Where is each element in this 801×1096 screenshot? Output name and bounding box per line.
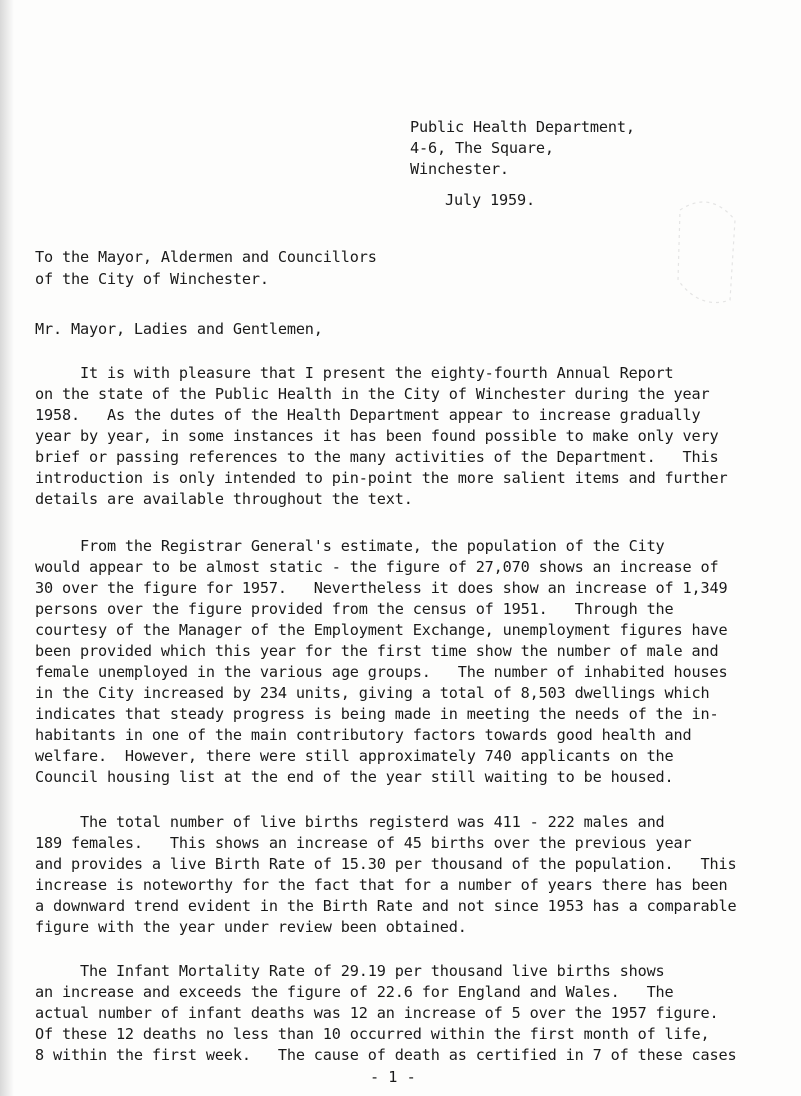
text-line: The Infant Mortality Rate of 29.19 per thousand live births shows bbox=[35, 962, 665, 980]
text-line: Council housing list at the end of the year still waiting to be housed. bbox=[35, 768, 674, 786]
text-line: introduction is only intended to pin-point the more salient items and further bbox=[35, 469, 728, 487]
text-line: year by year, in some instances it has been found possible to make only very bbox=[35, 427, 719, 445]
text-line: It is with pleasure that I present the eighty-fourth Annual Report bbox=[35, 364, 674, 382]
recipient-line: To the Mayor, Aldermen and Councillors bbox=[35, 248, 377, 266]
text-line: From the Registrar General's estimate, the population of the City bbox=[35, 537, 665, 555]
recipient-line: of the City of Winchester. bbox=[35, 270, 269, 288]
text-line: persons over the figure provided from the census of 1951. Through the bbox=[35, 600, 674, 618]
text-line: female unemployed in the various age groups. The number of inhabited houses bbox=[35, 663, 728, 681]
page-edge-shadow bbox=[0, 0, 14, 1096]
text-line: brief or passing references to the many activities of the Department. This bbox=[35, 448, 719, 466]
text-line: Of these 12 deaths no less than 10 occurred within the first month of life, bbox=[35, 1025, 710, 1043]
text-line: habitants in one of the main contributory factors towards good health and bbox=[35, 726, 692, 744]
page-number: - 1 - bbox=[370, 1068, 416, 1086]
text-line: indicates that steady progress is being made in meeting the needs of the in- bbox=[35, 705, 719, 723]
text-line: would appear to be almost static - the figure of 27,070 shows an increase of bbox=[35, 558, 719, 576]
faint-stamp-mark bbox=[670, 190, 740, 310]
text-line: 1958. As the dutes of the Health Department appear to increase gradually bbox=[35, 406, 701, 424]
text-line: increase is noteworthy for the fact that for a number of years there has been bbox=[35, 876, 728, 894]
text-line: in the City increased by 234 units, giving a total of 8,503 dwellings which bbox=[35, 684, 710, 702]
salutation: Mr. Mayor, Ladies and Gentlemen, bbox=[35, 320, 323, 338]
text-line: 8 within the first week. The cause of death as certified in 7 of these cases bbox=[35, 1046, 737, 1064]
text-line: details are available throughout the text. bbox=[35, 490, 413, 508]
text-line: an increase and exceeds the figure of 22.6 for England and Wales. The bbox=[35, 983, 674, 1001]
text-line: 189 females. This shows an increase of 45 births over the previous year bbox=[35, 834, 692, 852]
text-line: courtesy of the Manager of the Employment Exchange, unemployment figures have bbox=[35, 621, 728, 639]
text-line: been provided which this year for the first time show the number of male and bbox=[35, 642, 719, 660]
text-line: The total number of live births registerd was 411 - 222 males and bbox=[35, 813, 665, 831]
text-line: and provides a live Birth Rate of 15.30 per thousand of the population. This bbox=[35, 855, 737, 873]
letter-date: July 1959. bbox=[445, 191, 535, 209]
text-line: welfare. However, there were still approximately 740 applicants on the bbox=[35, 747, 674, 765]
text-line: on the state of the Public Health in the City of Winchester during the year bbox=[35, 385, 710, 403]
text-line: figure with the year under review been obtained. bbox=[35, 918, 467, 936]
text-line: 30 over the figure for 1957. Nevertheless it does show an increase of 1,349 bbox=[35, 579, 728, 597]
text-line: actual number of infant deaths was 12 an increase of 5 over the 1957 figure. bbox=[35, 1004, 719, 1022]
address-line: Winchester. bbox=[410, 160, 509, 178]
address-line: 4-6, The Square, bbox=[410, 139, 554, 157]
text-line: a downward trend evident in the Birth Rate and not since 1953 has a comparable bbox=[35, 897, 737, 915]
address-line: Public Health Department, bbox=[410, 118, 635, 136]
